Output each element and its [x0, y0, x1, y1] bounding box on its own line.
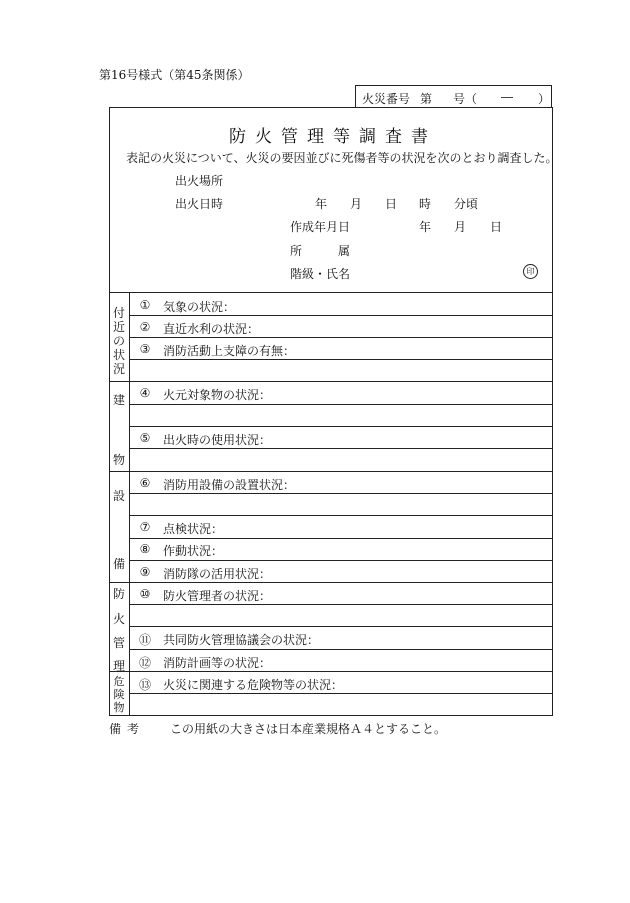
created-unit-year: 年 — [419, 220, 432, 234]
fire-number-go: 号（ — [453, 92, 478, 106]
fire-number-box — [355, 85, 552, 107]
row-number: ⑪ — [138, 633, 151, 647]
title-char: 査 — [385, 127, 402, 147]
category-divider — [129, 293, 130, 716]
row-line — [129, 649, 553, 650]
row-line — [129, 426, 553, 427]
fire-location-label: 出火場所 — [175, 174, 224, 188]
row-label: 消防計画等の状況： — [163, 656, 272, 670]
row-number: ⑥ — [139, 476, 151, 490]
affiliation-label-1: 所 — [290, 244, 303, 258]
title-char: 管 — [281, 127, 298, 147]
created-unit-day: 日 — [490, 220, 503, 234]
row-label: 直近水利の状況： — [163, 322, 260, 336]
row-line — [129, 538, 553, 539]
row-number: ① — [139, 298, 151, 312]
category-char: 険 — [113, 688, 125, 701]
title-char: 調 — [359, 127, 376, 147]
category-char: 物 — [113, 701, 125, 714]
row-number: ⑫ — [138, 656, 151, 670]
row-line — [129, 560, 553, 561]
remarks-text: この用紙の大きさは日本産業規格Ａ４とすること。 — [170, 722, 447, 736]
intro-text: 表記の火災について、火災の要因並びに死傷者等の状況を次のとおり調査した。 — [126, 151, 558, 165]
datetime-unit-month: 月 — [350, 197, 363, 211]
fire-number-label: 火災番号 — [362, 92, 411, 106]
category-char: 況 — [112, 362, 125, 376]
title-char: 書 — [411, 127, 428, 147]
remarks-label: 備考 — [109, 722, 146, 736]
category-char: 建 — [112, 393, 125, 407]
category-char: 危 — [113, 675, 125, 688]
fire-number-dai: 第 — [420, 92, 433, 106]
row-line — [129, 359, 553, 360]
category-char: 防 — [112, 587, 125, 601]
fire-datetime-label: 出火日時 — [175, 197, 224, 211]
rank-name-label: 階級・氏名 — [290, 267, 351, 281]
row-label: 共同防火管理協議会の状況： — [163, 633, 320, 647]
row-label: 防火管理者の状況： — [163, 589, 272, 603]
category-char: 物 — [112, 453, 125, 467]
fire-number-close: ） — [538, 92, 551, 106]
row-number: ⑦ — [139, 520, 151, 534]
row-number: ③ — [139, 342, 151, 356]
row-number: ② — [139, 320, 151, 334]
category-char: 状 — [112, 348, 125, 362]
row-line — [129, 626, 553, 627]
category-char: 火 — [112, 612, 125, 626]
category-line — [109, 381, 553, 382]
row-label: 消防隊の活用状況： — [163, 567, 272, 581]
category-char: 設 — [112, 489, 125, 503]
row-number: ④ — [139, 386, 151, 400]
row-number: ⑩ — [139, 587, 151, 601]
datetime-unit-year: 年 — [315, 197, 328, 211]
form-label: 第16号様式（第45条関係） — [99, 68, 250, 82]
row-label: 出火時の使用状況： — [163, 433, 272, 447]
row-label: 点検状況： — [163, 522, 224, 536]
header-divider — [109, 292, 553, 293]
row-label: 気象の状況： — [163, 300, 236, 314]
title-char: 火 — [255, 127, 272, 147]
datetime-unit-minute: 分頃 — [454, 197, 479, 211]
category-char: 近 — [112, 320, 125, 334]
category-line — [109, 471, 553, 472]
row-line — [129, 404, 553, 405]
seal-mark: 印 — [523, 264, 538, 279]
category-char: 理 — [112, 659, 125, 673]
category-char: の — [112, 334, 125, 348]
category-char: 管 — [112, 636, 125, 650]
row-line — [129, 448, 553, 449]
category-line — [109, 671, 553, 672]
row-label: 火元対象物の状況： — [163, 388, 272, 402]
datetime-unit-day: 日 — [385, 197, 398, 211]
row-line — [129, 693, 553, 694]
row-number: ⑤ — [139, 431, 151, 445]
row-label: 消防用設備の設置状況： — [163, 478, 296, 492]
fire-number-dash: ― — [501, 90, 513, 104]
row-line — [129, 493, 553, 494]
title-char: 防 — [229, 127, 246, 147]
row-number: ⑧ — [139, 542, 151, 556]
row-number: ⑬ — [138, 678, 151, 692]
affiliation-label-2: 属 — [338, 244, 351, 258]
created-date-label: 作成年月日 — [290, 220, 351, 234]
row-label: 火災に関連する危険物等の状況： — [163, 678, 344, 692]
row-label: 作動状況： — [163, 544, 224, 558]
category-line — [109, 582, 553, 583]
row-line — [129, 515, 553, 516]
row-line — [129, 315, 553, 316]
row-label: 消防活動上支障の有無： — [163, 344, 296, 358]
title-char: 等 — [333, 127, 350, 147]
row-line — [129, 337, 553, 338]
row-line — [129, 604, 553, 605]
title-char: 理 — [307, 127, 324, 147]
created-unit-month: 月 — [454, 220, 467, 234]
row-number: ⑨ — [139, 565, 151, 579]
category-char: 付 — [112, 306, 125, 320]
datetime-unit-hour: 時 — [419, 197, 432, 211]
category-char: 備 — [112, 557, 125, 571]
